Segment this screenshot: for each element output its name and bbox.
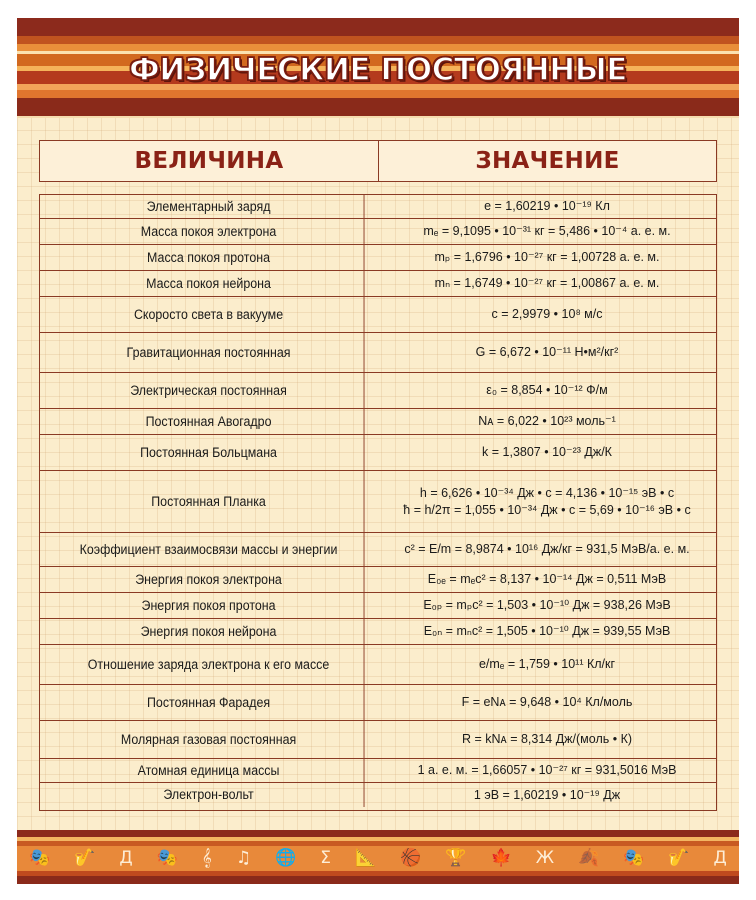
- constant-name: Энергия покоя протона: [54, 593, 365, 618]
- table-row: [40, 409, 716, 435]
- constant-value: E₀ₚ = mₚc² = 1,503 • 10⁻¹⁰ Дж = 938,26 МэВ: [423, 598, 671, 613]
- poster-board: [17, 18, 739, 884]
- constant-value: k = 1,3807 • 10⁻²³ Дж/К: [482, 445, 612, 460]
- letter-icon: Д: [713, 848, 727, 868]
- table-row: [40, 271, 716, 297]
- constant-value: G = 6,672 • 10⁻¹¹ Н•м²/кг²: [475, 345, 619, 360]
- constant-value: mₙ = 1,6749 • 10⁻²⁷ кг = 1,00867 а. е. м.: [434, 276, 660, 291]
- constant-name: Масса покоя протона: [54, 245, 365, 270]
- table-row: [40, 593, 716, 619]
- table-row: [40, 245, 716, 271]
- constant-name: Электрическая постоянная: [54, 373, 365, 408]
- table-row: [40, 435, 716, 471]
- constant-name: Энергия покоя электрона: [54, 567, 365, 592]
- constant-name: Масса покоя электрона: [54, 219, 365, 244]
- table-row: [40, 759, 716, 783]
- table-row: [40, 471, 716, 533]
- table-row: [40, 219, 716, 245]
- letter-icon: Ж: [535, 848, 555, 868]
- constant-value: [378, 471, 716, 532]
- table-row: [40, 645, 716, 685]
- constant-name: Коэффициент взаимосвязи массы и энергии: [54, 533, 365, 566]
- treble-clef-icon: 𝄞: [201, 848, 212, 868]
- constant-name: Отношение заряда электрона к его массе: [54, 645, 365, 684]
- trophy-icon: 🏆: [445, 848, 467, 868]
- constants-table: [39, 194, 717, 811]
- constant-name: Молярная газовая постоянная: [54, 721, 365, 758]
- mask-icon: 🎭: [156, 848, 178, 868]
- decorative-border: [17, 844, 739, 872]
- constant-value: 1 эВ = 1,60219 • 10⁻¹⁹ Дж: [473, 787, 621, 802]
- table-row: [40, 567, 716, 593]
- constant-value: R = kNᴀ = 8,314 Дж/(моль • К): [461, 732, 633, 747]
- constant-value: E₀ₙ = mₙc² = 1,505 • 10⁻¹⁰ Дж = 939,55 МэВ: [423, 624, 671, 639]
- constant-value: Nᴀ = 6,022 • 10²³ моль⁻¹: [478, 414, 616, 429]
- leaf-icon: 🍁: [490, 848, 512, 868]
- table-row: [40, 619, 716, 645]
- constant-value: mₑ = 9,1095 • 10⁻³¹ кг = 5,486 • 10⁻⁴ а. е. м.: [423, 224, 671, 239]
- constant-value: E₀ₑ = mₑc² = 8,137 • 10⁻¹⁴ Дж = 0,511 МэВ: [427, 572, 667, 587]
- constant-name: Постоянная Авогадро: [54, 409, 365, 434]
- constant-name: Электрон-вольт: [54, 783, 365, 807]
- constant-value: e = 1,60219 • 10⁻¹⁹ Кл: [484, 199, 610, 214]
- basketball-icon: 🏀: [400, 848, 422, 868]
- saxophone-icon: 🎷: [74, 848, 96, 868]
- constant-value-line: ħ = h/2π = 1,055 • 10⁻³⁴ Дж • с = 5,69 • 10⁻¹⁶ эВ • с: [403, 503, 691, 517]
- header-value: ЗНАЧЕНИЕ: [475, 148, 620, 174]
- table-row: [40, 195, 716, 219]
- constant-value: e/mₑ = 1,759 • 10¹¹ Кл/кг: [478, 657, 616, 672]
- table-row: [40, 533, 716, 567]
- constant-value: ε₀ = 8,854 • 10⁻¹² Ф/м: [486, 383, 608, 398]
- table-row: [40, 685, 716, 721]
- globe-icon: 🌐: [275, 848, 297, 868]
- header-quantity: ВЕЛИЧИНА: [40, 141, 379, 181]
- constant-name: Постоянная Фарадея: [54, 685, 365, 720]
- table-row: [40, 783, 716, 807]
- mask-icon: 🎭: [29, 848, 51, 868]
- saxophone-icon: 🎷: [668, 848, 690, 868]
- note-icon: ♫: [235, 848, 252, 868]
- constant-name: Атомная единица массы: [54, 759, 365, 782]
- constant-name: Элементарный заряд: [54, 195, 365, 218]
- constant-value: F = eNᴀ = 9,648 • 10⁴ Кл/моль: [461, 695, 633, 710]
- formula-icon: Σ: [320, 848, 332, 868]
- constant-value-line: h = 6,626 • 10⁻³⁴ Дж • с = 4,136 • 10⁻¹⁵ эВ • с: [419, 485, 675, 500]
- constant-name: Гравитационная постоянная: [54, 333, 365, 372]
- letter-icon: Д: [119, 848, 133, 868]
- constant-name: Постоянная Планка: [54, 471, 365, 532]
- leaf-icon: 🍂: [578, 848, 600, 868]
- constant-value: mₚ = 1,6796 • 10⁻²⁷ кг = 1,00728 а. е. м.: [434, 250, 660, 265]
- poster-title: ФИЗИЧЕСКИЕ ПОСТОЯННЫЕ: [129, 52, 627, 88]
- constant-value: c = 2,9979 • 10⁸ м/с: [491, 307, 603, 322]
- ruler-icon: 📐: [355, 848, 377, 868]
- constant-name: Скоросто света в вакууме: [54, 297, 365, 332]
- constant-name: Постоянная Больцмана: [54, 435, 365, 470]
- table-row: [40, 333, 716, 373]
- constant-value: 1 а. е. м. = 1,66057 • 10⁻²⁷ кг = 931,5016 МэВ: [417, 763, 677, 778]
- table-row: [40, 373, 716, 409]
- constant-name: Масса покоя нейрона: [54, 271, 365, 296]
- mask-icon: 🎭: [623, 848, 645, 868]
- table-row: [40, 297, 716, 333]
- constant-name: Энергия покоя нейрона: [54, 619, 365, 644]
- constant-value: c² = E/m = 8,9874 • 10¹⁶ Дж/кг = 931,5 МэВ/а. е. м.: [404, 542, 690, 557]
- table-row: [40, 721, 716, 759]
- table-header: [39, 140, 717, 182]
